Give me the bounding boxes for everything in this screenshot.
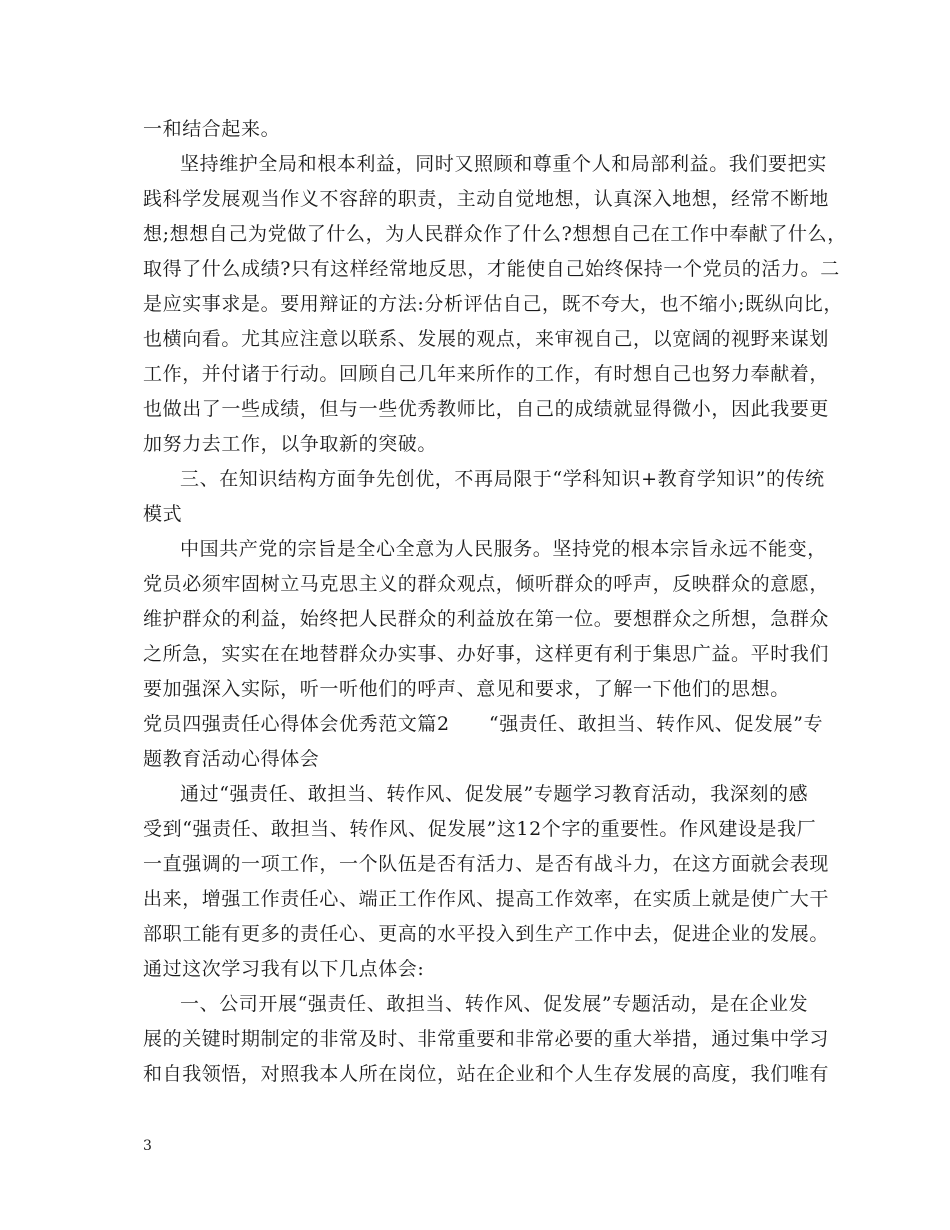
text-line: 部职工能有更多的责任心、更高的水平投入到生产工作中去，促进企业的发展。 [143, 923, 830, 945]
article-title: 题教育活动心得体会 [143, 748, 320, 770]
article-title: 党员四强责任心得体会优秀范文篇2 “强责任、敢担当、转作风、促发展”专 [143, 713, 824, 735]
text-line: 坚持维护全局和根本利益，同时又照顾和尊重个人和局部利益。我们要把实 [180, 153, 827, 175]
text-line: 维护群众的利益，始终把人民群众的利益放在第一位。要想群众之所想，急群众 [143, 608, 830, 630]
text-line: 和自我领悟，对照我本人所在岗位，站在企业和个人生存发展的高度，我们唯有 [143, 1063, 830, 1085]
text-line: 一和结合起来。 [143, 118, 281, 140]
text-line: 工作，并付诸于行动。回顾自己几年来所作的工作，有时想自己也努力奉献着， [143, 363, 830, 385]
section-heading: 三、在知识结构方面争先创优，不再局限于“学科知识+教育学知识”的传统 [180, 468, 825, 490]
text-line: 也做出了一些成绩，但与一些优秀教师比，自己的成绩就显得微小，因此我要更 [143, 398, 830, 420]
text-line: 通过“强责任、敢担当、转作风、促发展”专题学习教育活动，我深刻的感 [180, 783, 809, 805]
text-line: 党员必须牢固树立马克思主义的群众观点，倾听群众的呼声，反映群众的意愿， [143, 573, 830, 595]
text-line: 中国共产党的宗旨是全心全意为人民服务。坚持党的根本宗旨永远不能变， [180, 538, 827, 560]
page-number: 3 [143, 1138, 152, 1154]
text-line: 受到“强责任、敢担当、转作风、促发展”这12个字的重要性。作风建设是我厂 [143, 818, 817, 840]
text-line: 之所急，实实在在地替群众办实事、办好事，这样更有利于集思广益。平时我们 [143, 643, 830, 665]
text-line: 通过这次学习我有以下几点体会: [143, 958, 425, 980]
text-line: 加努力去工作，以争取新的突破。 [143, 433, 438, 455]
text-line: 一、公司开展“强责任、敢担当、转作风、促发展”专题活动，是在企业发 [180, 993, 809, 1015]
text-line: 出来，增强工作责任心、端正工作作风、提高工作效率，在实质上就是使广大干 [143, 888, 830, 910]
text-line: 也横向看。尤其应注意以联系、发展的观点，来审视自己，以宽阔的视野来谋划 [143, 328, 830, 350]
text-line: 展的关键时期制定的非常及时、非常重要和非常必要的重大举措，通过集中学习 [143, 1028, 830, 1050]
text-line: 想;想想自己为党做了什么，为人民群众作了什么?想想自己在工作中奉献了什么， [143, 223, 847, 245]
text-line: 践科学发展观当作义不容辞的职责，主动自觉地想，认真深入地想，经常不断地 [143, 188, 830, 210]
text-line: 要加强深入实际，听一听他们的呼声、意见和要求，了解一下他们的思想。 [143, 678, 790, 700]
text-line: 取得了什么成绩?只有这样经常地反思，才能使自己始终保持一个党员的活力。二 [143, 258, 840, 280]
text-line: 是应实事求是。要用辩证的方法:分析评估自己，既不夸大，也不缩小;既纵向比， [143, 293, 844, 315]
text-line: 一直强调的一项工作，一个队伍是否有活力、是否有战斗力，在这方面就会表现 [143, 853, 830, 875]
section-heading: 模式 [143, 503, 183, 525]
